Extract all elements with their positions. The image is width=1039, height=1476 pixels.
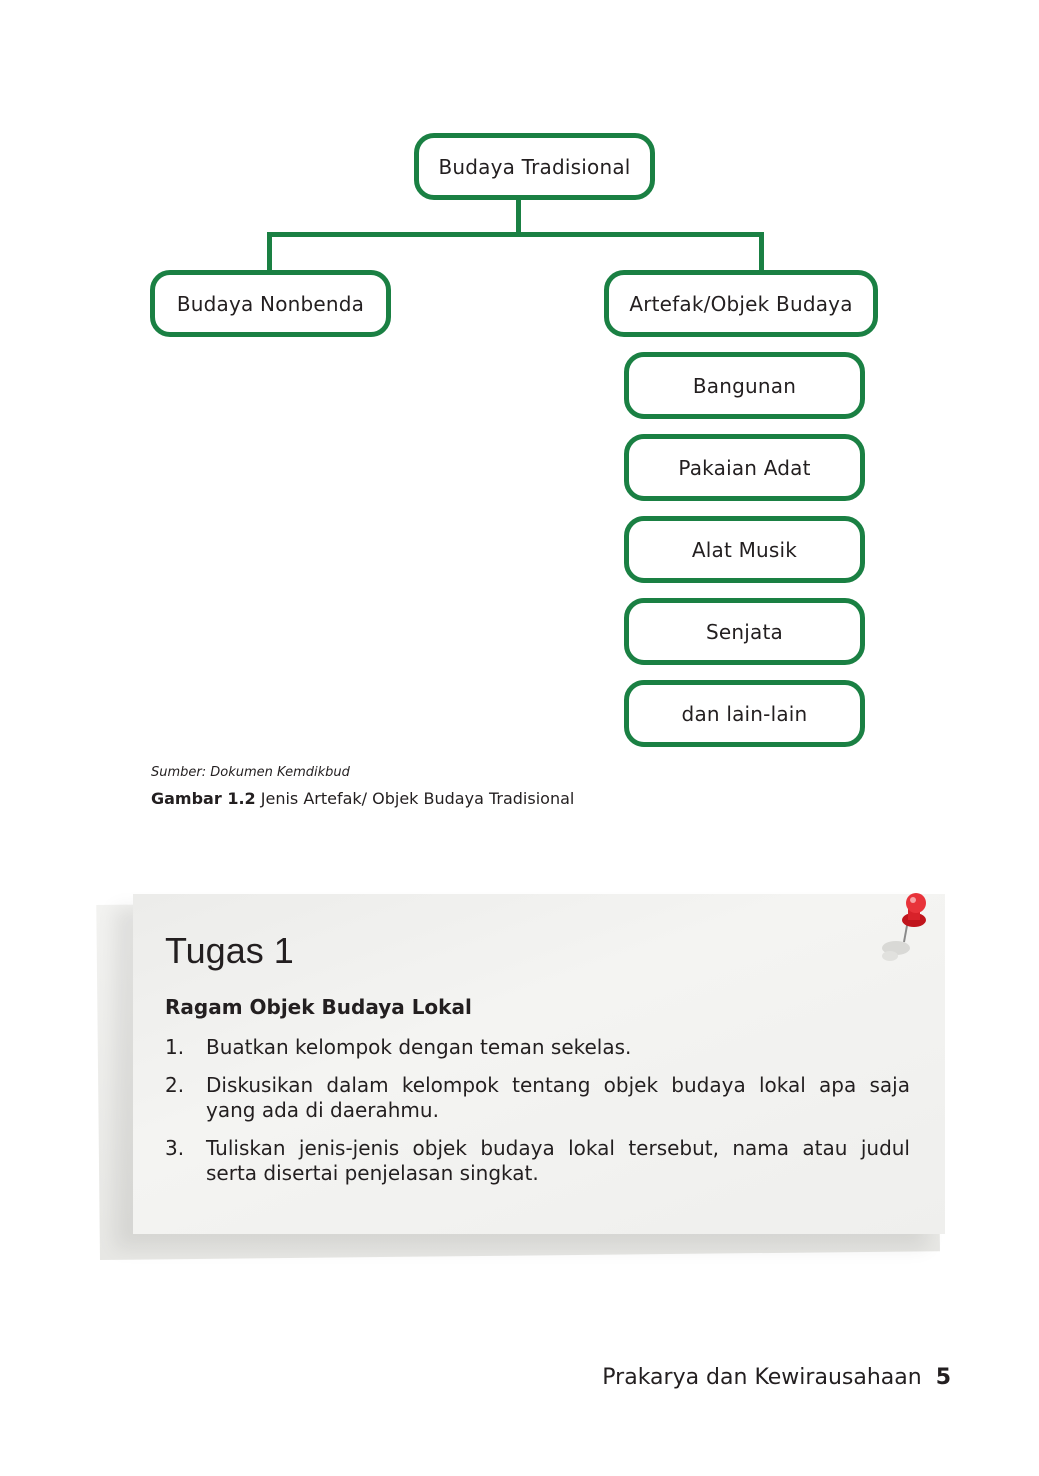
- list-item-number: 3.: [165, 1136, 185, 1160]
- node-senjata: Senjata: [624, 598, 865, 665]
- node-budaya-nonbenda: Budaya Nonbenda: [150, 270, 391, 337]
- task-title: Tugas 1: [165, 930, 294, 971]
- page-footer: [602, 1365, 951, 1390]
- connector-root-down: [516, 198, 521, 236]
- connector-right-down: [759, 232, 764, 272]
- page-number: 5: [935, 1365, 951, 1390]
- task-subtitle: Ragam Objek Budaya Lokal: [165, 995, 472, 1019]
- list-item-number: 2.: [165, 1073, 185, 1097]
- list-item-text: Diskusikan dalam kelompok tentang objek budaya lokal apa saja yang ada di daerahmu.: [206, 1073, 910, 1122]
- figure-caption: [151, 789, 574, 808]
- connector-left-down: [267, 232, 272, 272]
- figure-source: Sumber: Dokumen Kemdikbud: [151, 765, 350, 780]
- book-title: Prakarya dan Kewirausahaan: [602, 1365, 922, 1390]
- node-artefak-objek-budaya: Artefak/Objek Budaya: [604, 270, 878, 337]
- pushpin-icon: [870, 890, 940, 970]
- node-dan-lain-lain: dan lain-lain: [624, 680, 865, 747]
- node-alat-musik: Alat Musik: [624, 516, 865, 583]
- figure-label: Gambar 1.2: [151, 789, 256, 808]
- list-item: [165, 1035, 910, 1061]
- list-item-number: 1.: [165, 1035, 185, 1059]
- node-bangunan: Bangunan: [624, 352, 865, 419]
- node-pakaian-adat: Pakaian Adat: [624, 434, 865, 501]
- connector-horizontal: [267, 232, 764, 237]
- list-item-text: Tuliskan jenis-jenis objek budaya lokal tersebut, nama atau judul serta disertai penjelasan singkat.: [206, 1136, 910, 1185]
- figure-caption-text: Jenis Artefak/ Objek Budaya Tradisional: [260, 789, 575, 808]
- list-item-text: Buatkan kelompok dengan teman sekelas.: [206, 1035, 632, 1059]
- list-item: [165, 1073, 910, 1125]
- list-item: [165, 1136, 910, 1188]
- node-budaya-tradisional: Budaya Tradisional: [414, 133, 655, 200]
